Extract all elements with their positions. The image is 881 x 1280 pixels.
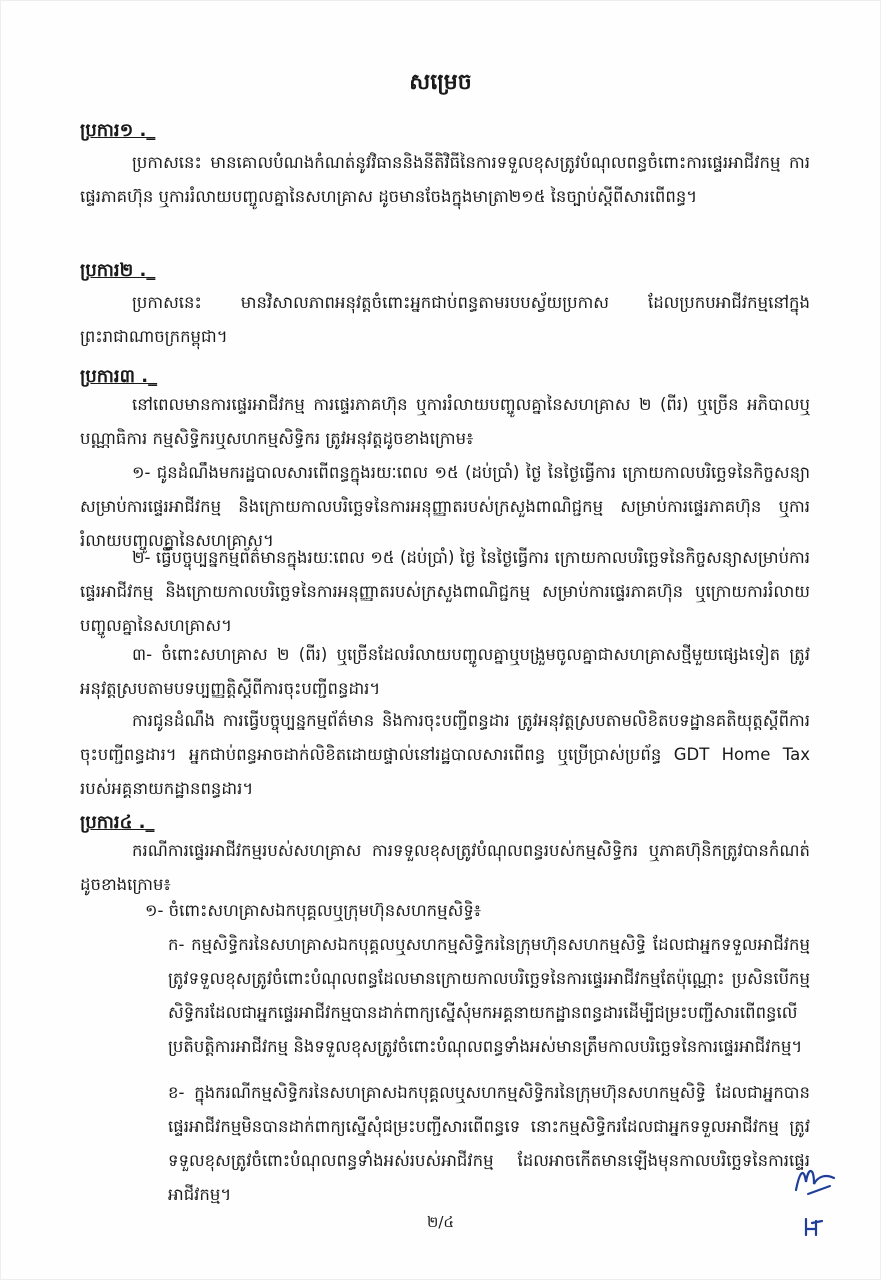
article-3-item-3: ៣- ចំពោះសហគ្រាស ២ (ពីរ) ឬច្រើនដែលរំលាយបញ្ចូលគ្នាឬបង្រួមចូលគ្នាជាសហគ្រាសថ្មីមួយផ្សេងទៀត ត្រូវអនុវត្តស្របតាមបទប្បញ្ញត្តិស្តីពីការចុះបញ្ជីពន្ធដារ។ bbox=[80, 645, 810, 698]
article-2-paragraph: ប្រកាសនេះ មានវិសាលភាពអនុវត្តចំពោះអ្នកជាប់ពន្ធតាមរបបស្វ័យប្រកាស ដែលប្រកបអាជីវកម្មនៅក្នុងព្រះរាជាណាចក្រកម្ពុជា។ bbox=[80, 293, 810, 346]
article-1-paragraph: ប្រកាសនេះ មានគោលបំណងកំណត់នូវវិធាននិងនីតិវិធីនៃការទទួលខុសត្រូវបំណុលពន្ធចំពោះការផ្ទេរអាជីវកម្ម ការផ្ទេរភាគហ៊ុន ឬការរំលាយបញ្ចូលគ្នានៃសហគ្រាស ដូចមានចែងក្នុងមាត្រា២១៥ នៃច្បាប់ស្តីពីសារពើពន្ធ។ bbox=[80, 153, 810, 206]
article-1-heading: ប្រការ១ ._ bbox=[80, 120, 156, 141]
signature-mark bbox=[790, 1160, 840, 1200]
article-3-heading: ប្រការ៣ ._ bbox=[80, 366, 158, 387]
article-3-item-2: ២- ធ្វើបច្ចុប្បន្នកម្មព័ត៌មានក្នុងរយៈពេល ១៥ (ដប់ប្រាំ) ថ្ងៃ នៃថ្ងៃធ្វើការ ក្រោយកាលបរិច្ឆេទនៃកិច្ចសន្យាសម្រាប់ការផ្ទេរអាជីវកម្ម និងក្រោយកាលបរិច្ឆេទនៃការអនុញ្ញាតរបស់ក្រសួងពាណិជ្ជកម្ម សម្រាប់ការផ្ទេរភាគហ៊ុន ឬក្រោយការរំលាយបញ្ចូលគ្នានៃសហគ្រាស។ bbox=[80, 548, 810, 635]
article-4-subitem-b: ខ- ក្នុងករណីកម្មសិទ្ធិករនៃសហគ្រាសឯកបុគ្គលឬសហកម្មសិទ្ធិករនៃក្រុមហ៊ុនសហកម្មសិទ្ធិ ដែលជាអ្នកបានផ្ទេរអាជីវកម្មមិនបានដាក់ពាក្យស្នើសុំជម្រះបញ្ជីសារពើពន្ធទេ នោះកម្មសិទ្ធិករដែលជាអ្នកទទួលអាជីវកម្ម ត្រូវទទួលខុសត្រូវចំពោះបំណុលពន្ធទាំងអស់របស់អាជីវកម្ម ដែលអាចកើតមានឡើងមុនកាលបរិច្ឆេទនៃការផ្ទេរអាជីវកម្ម។ bbox=[168, 1083, 810, 1204]
article-3-item-1: ១- ជូនដំណឹងមករដ្ឋបាលសារពើពន្ធក្នុងរយៈពេល ១៥ (ដប់ប្រាំ) ថ្ងៃ នៃថ្ងៃធ្វើការ ក្រោយកាលបរិច្ឆេទនៃកិច្ចសន្យា សម្រាប់ការផ្ទេរអាជីវកម្ម និងក្រោយកាលបរិច្ឆេទនៃការអនុញ្ញាតរបស់ក្រសួងពាណិជ្ជកម្ម សម្រាប់ការផ្ទេរភាគហ៊ុន ឬការរំលាយបញ្ចូលគ្នានៃសហគ្រាស។ bbox=[80, 463, 810, 550]
article-4-subitem-a: ក- កម្មសិទ្ធិករនៃសហគ្រាសឯកបុគ្គលឬសហកម្មសិទ្ធិករនៃក្រុមហ៊ុនសហកម្មសិទ្ធិ ដែលជាអ្នកទទួលអាជីវកម្ម ត្រូវទទួលខុសត្រូវចំពោះបំណុលពន្ធដែលមានក្រោយកាលបរិច្ឆេទនៃការផ្ទេរអាជីវកម្មតែប៉ុណ្ណោះ ប្រសិនបើកម្មសិទ្ធិករដែលជាអ្នកផ្ទេរអាជីវកម្មបានដាក់ពាក្យស្នើសុំមកអគ្គនាយកដ្ឋានពន្ធដារដើម្បីជម្រះបញ្ជីសារពើពន្ធលើប្រតិបត្តិការអាជីវកម្ម និងទទួលខុសត្រូវចំពោះបំណុលពន្ធទាំងអស់មានត្រឹមកាលបរិច្ឆេទនៃការផ្ទេរអាជីវកម្ម។ bbox=[168, 935, 810, 1056]
article-3-intro: នៅពេលមានការផ្ទេរអាជីវកម្ម ការផ្ទេរភាគហ៊ុន ឬការរំលាយបញ្ចូលគ្នានៃសហគ្រាស ២ (ពីរ) ឬច្រើន អភិបាលឬបណ្ណាធិការ កម្មសិទ្ធិករឬសហកម្មសិទ្ធិករ ត្រូវអនុវត្តដូចខាងក្រោម៖ bbox=[80, 395, 810, 448]
page-number: ២/៤ bbox=[426, 1213, 455, 1231]
article-4-heading: ប្រការ៤ ._ bbox=[80, 812, 155, 833]
article-4-item-1: ១- ចំពោះសហគ្រាសឯកបុគ្គលឬក្រុមហ៊ុនសហកម្មសិទ្ធិ៖ bbox=[145, 901, 482, 920]
article-2-heading: ប្រការ២ ._ bbox=[80, 260, 156, 281]
article-4-intro: ករណីការផ្ទេរអាជីវកម្មរបស់សហគ្រាស ការទទួលខុសត្រូវបំណុលពន្ធរបស់កម្មសិទ្ធិករ ឬភាគហ៊ុនិកត្រូវបានកំណត់ដូចខាងក្រោម៖ bbox=[80, 841, 810, 894]
article-3-closing: ការជូនដំណឹង ការធ្វើបច្ចុប្បន្នកម្មព័ត៌មាន និងការចុះបញ្ជីពន្ធដារ ត្រូវអនុវត្តស្របតាមលិខិតបទដ្ឋានគតិយុត្តស្តីពីការចុះបញ្ជីពន្ធដារ។ អ្នកជាប់ពន្ធអាចដាក់លិខិតដោយផ្ទាល់នៅរដ្ឋបាលសារពើពន្ធ ឬប្រើប្រាស់ប្រព័ន្ធ GDT Home Tax របស់អគ្គនាយកដ្ឋានពន្ធដារ។ bbox=[80, 711, 810, 798]
document-title: សម្រេច bbox=[409, 70, 472, 95]
